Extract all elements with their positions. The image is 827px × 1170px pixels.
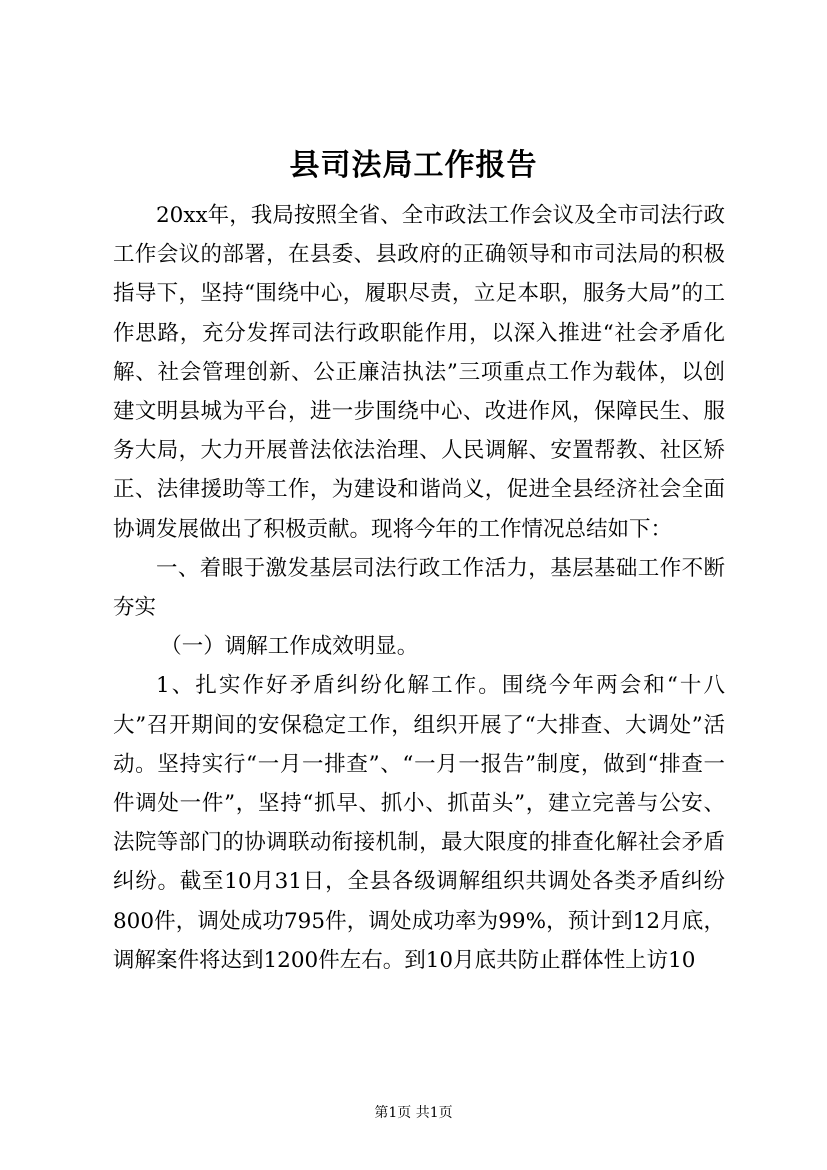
document-body	[113, 196, 725, 980]
section-heading-1: 一、着眼于激发基层司法行政工作活力，基层基础工作不断夯实	[113, 555, 725, 621]
document-title: 县司法局工作报告	[289, 148, 538, 183]
intro-paragraph: 20xx年，我局按照全省、全市政法工作会议及全市司法行政工作会议的部署，在县委、县政府的正确领导和市司法局的积极指导下，坚持“围绕中心，履职尽责，立足本职，服务大局”的工作思路，充分发挥司法行政职能作用，以深入推进“社会矛盾化解、社会管理创新、公正廉洁执法”三项重点工作为载体，以创建文明县城为平台，进一步围绕中心、改进作风，保障民生、服务大局，大力开展普法依法治理、人民调解、安置帮教、社区矫正、法律援助等工作，为建设和谐尚义，促进全县经济社会全面协调发展做出了积极贡献。现将今年的工作情况总结如下：	[113, 203, 725, 542]
page-footer: 第1页 共1页	[374, 1105, 453, 1121]
item-paragraph-1: 1、扎实作好矛盾纠纷化解工作。围绕今年两会和“十八大”召开期间的安保稳定工作，组织开展了“大排查、大调处”活动。坚持实行“一月一排查”、“一月一报告”制度，做到“排查一件调处一件”，坚持“抓早、抓小、抓苗头”，建立完善与公安、法院等部门的协调联动衔接机制，最大限度的排查化解社会矛盾纠纷。截至10月31日，全县各级调解组织共调处各类矛盾纠纷800件，调处成功795件，调处成功率为99%，预计到12月底，调解案件将达到1200件左右。到10月底共防止群体性上访10	[113, 673, 725, 973]
subsection-heading-1: （一）调解工作成效明显。	[160, 634, 419, 660]
